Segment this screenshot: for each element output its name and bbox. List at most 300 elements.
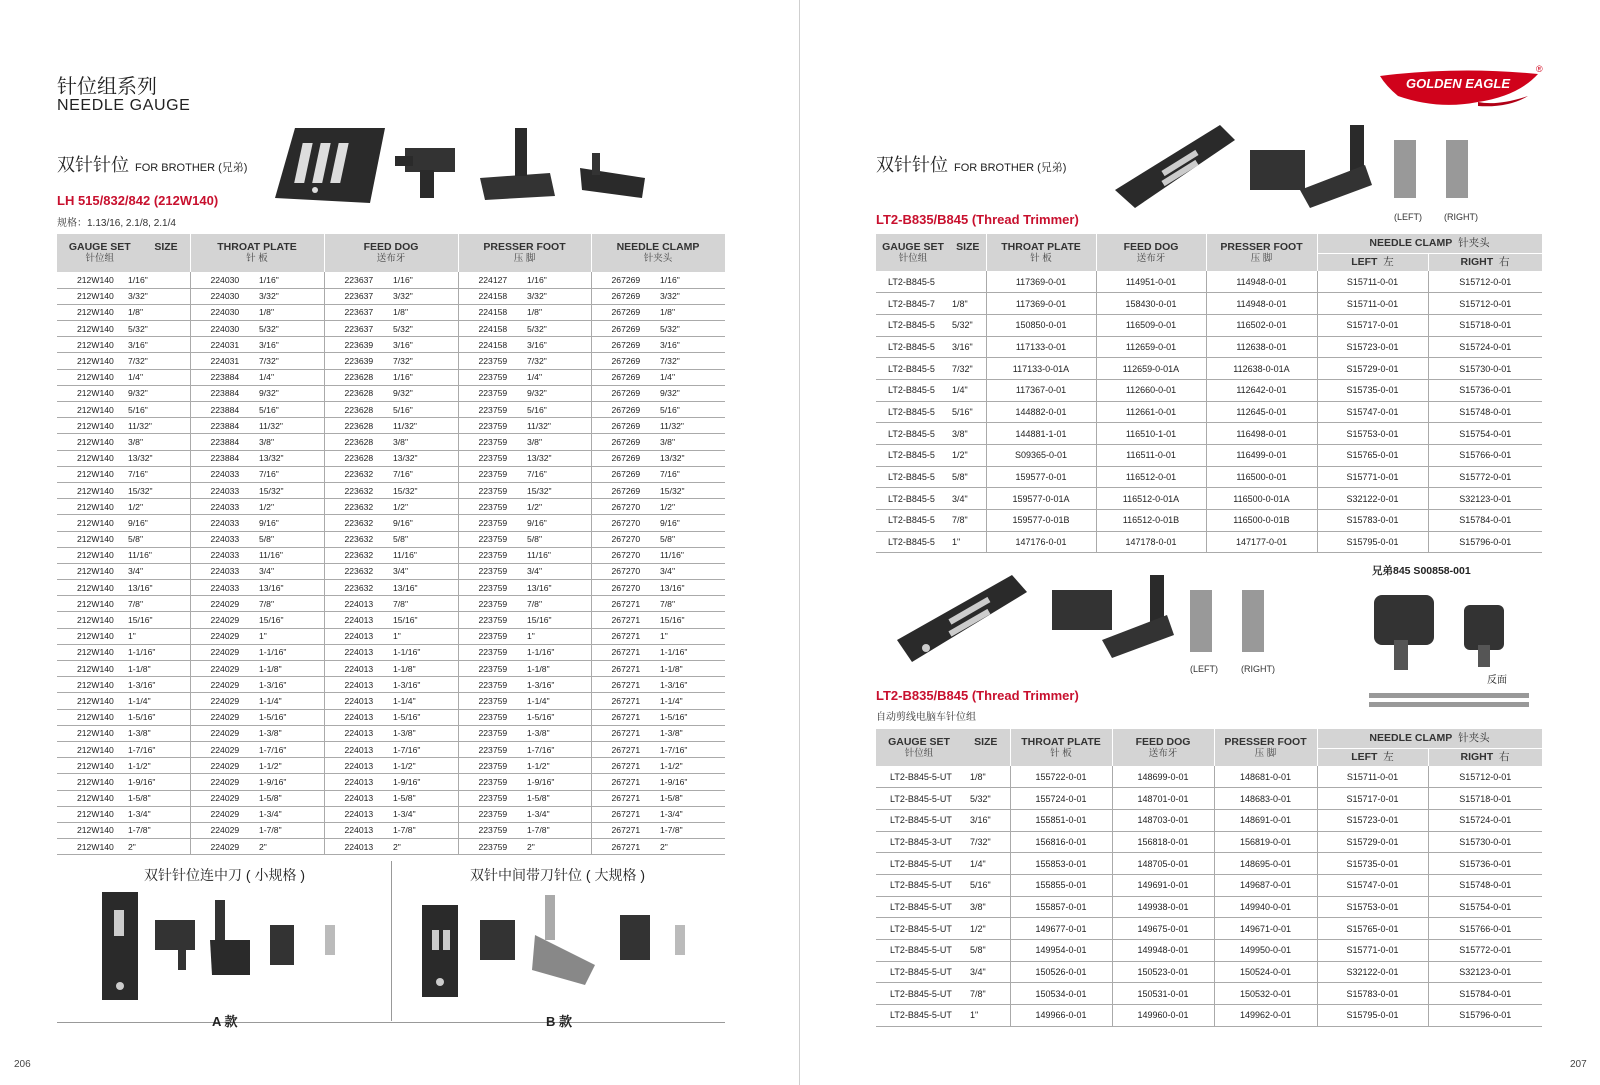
- size-cell: 9/32": [126, 385, 190, 401]
- table-row: [57, 385, 725, 401]
- presser-size-cell: 3/16": [525, 337, 591, 353]
- presser-foot-cell: 223759: [458, 774, 525, 790]
- right-model-1: LT2-B835/B845 (Thread Trimmer): [876, 212, 1079, 227]
- gauge-set-text: LT2-B845-5: [888, 341, 935, 352]
- size-text: 1": [970, 1010, 979, 1021]
- clamp-right-cell: S15736-0-01: [1428, 379, 1542, 401]
- gauge-set-cell: 212W140: [57, 741, 126, 757]
- throat-plate-cell: 224029: [190, 709, 257, 725]
- throat-plate-cell: 224029: [190, 596, 257, 612]
- size-cell: 1-7/8": [126, 822, 190, 838]
- needle-clamp-cell: 267269: [591, 482, 658, 498]
- col-throat-plate: THROAT PLATE 针 板: [190, 234, 324, 272]
- throat-plate-cell: 224029: [190, 661, 257, 677]
- gauge-set-text: LT2-B845-5-UT: [890, 858, 952, 869]
- clamp-size-cell: 13/16": [658, 580, 725, 596]
- feed-dog-cell: 223639: [324, 353, 391, 369]
- gauge-set-cell: 212W140: [57, 677, 126, 693]
- feed-size-cell: 1-7/16": [391, 741, 458, 757]
- gauge-size-cell: [876, 831, 1010, 853]
- presser-foot-cell: 223759: [458, 725, 525, 741]
- feed-size-cell: 1-7/8": [391, 822, 458, 838]
- table-row: [57, 725, 725, 741]
- presser-foot-cell: 148683-0-01: [1214, 788, 1317, 810]
- table-row: [876, 1005, 1542, 1027]
- presser-size-cell: 5/32": [525, 321, 591, 337]
- feed-dog-cell: 223637: [324, 304, 391, 320]
- needle-clamp-cell: 267269: [591, 337, 658, 353]
- presser-foot-cell: 223759: [458, 822, 525, 838]
- gauge-set-cell: 212W140: [57, 725, 126, 741]
- feed-dog-cell: 224013: [324, 790, 391, 806]
- presser-size-cell: 7/8": [525, 596, 591, 612]
- feed-dog-cell: 112660-0-01: [1096, 379, 1206, 401]
- feed-size-cell: 7/32": [391, 353, 458, 369]
- table-row: [876, 853, 1542, 875]
- gauge-set-cell: 212W140: [57, 434, 126, 450]
- clamp-right-cell: S15784-0-01: [1428, 983, 1542, 1005]
- feed-size-cell: 1-3/4": [391, 806, 458, 822]
- gauge-set-cell: 212W140: [57, 385, 126, 401]
- clamp-size-cell: 9/32": [658, 385, 725, 401]
- clamp-right-cell: S15736-0-01: [1428, 853, 1542, 875]
- table-row: [57, 547, 725, 563]
- throat-plate-cell: 224030: [190, 272, 257, 288]
- kit-b-photo: [420, 890, 700, 1005]
- clamp-size-cell: 15/16": [658, 612, 725, 628]
- presser-foot-cell: 223759: [458, 418, 525, 434]
- presser-foot-cell: 223759: [458, 450, 525, 466]
- presser-foot-cell: 150532-0-01: [1214, 983, 1317, 1005]
- gauge-set-cell: 212W140: [57, 418, 126, 434]
- col-gauge-size: GAUGE SET 针位组 SIZE: [57, 234, 190, 272]
- feed-dog-cell: 149675-0-01: [1112, 918, 1214, 940]
- feed-dog-cell: 224013: [324, 596, 391, 612]
- presser-size-cell: 11/16": [525, 547, 591, 563]
- presser-foot-cell: 112638-0-01A: [1206, 358, 1317, 380]
- feed-dog-cell: 116511-0-01: [1096, 445, 1206, 467]
- gauge-set-text: LT2-B845-5-UT: [890, 923, 952, 934]
- table-row: [57, 806, 725, 822]
- table-row: [57, 661, 725, 677]
- presser-foot-cell: 112645-0-01: [1206, 401, 1317, 423]
- throat-plate-cell: 155855-0-01: [1010, 874, 1112, 896]
- clamp-left-cell: S15765-0-01: [1317, 445, 1428, 467]
- presser-foot-cell: 149671-0-01: [1214, 918, 1317, 940]
- clamp-right-cell: S15784-0-01: [1428, 510, 1542, 532]
- gauge-set-text: LT2-B845-7: [888, 298, 935, 309]
- throat-plate-cell: 144882-0-01: [986, 401, 1096, 423]
- right-table-1: [876, 234, 1543, 553]
- size-text: 3/16": [970, 815, 991, 826]
- clamp-right-cell: S15754-0-01: [1428, 423, 1542, 445]
- clamp-left-cell: S15771-0-01: [1317, 940, 1428, 962]
- clamp-size-cell: 5/16": [658, 402, 725, 418]
- clamp-left-cell: S15753-0-01: [1317, 896, 1428, 918]
- gauge-size-cell: [876, 336, 986, 358]
- feed-size-cell: 9/16": [391, 515, 458, 531]
- size-cell: 5/16": [126, 402, 190, 418]
- throat-plate-cell: 224033: [190, 499, 257, 515]
- throat-plate-cell: 224029: [190, 693, 257, 709]
- table-row: [876, 401, 1542, 423]
- size-text: 1/4": [970, 858, 986, 869]
- clamp-size-cell: 11/32": [658, 418, 725, 434]
- presser-foot-cell: 223759: [458, 612, 525, 628]
- clamp-right-cell: S15754-0-01: [1428, 896, 1542, 918]
- clamp-size-cell: 11/16": [658, 547, 725, 563]
- clamp-size-cell: 1-3/4": [658, 806, 725, 822]
- caption-small-gauge: 双针针位连中刀 ( 小规格 ): [144, 867, 305, 883]
- gauge-set-cell: 212W140: [57, 612, 126, 628]
- table-row: [57, 790, 725, 806]
- gauge-set-text: LT2-B845-5-UT: [890, 1010, 952, 1021]
- presser-size-cell: 1-1/16": [525, 644, 591, 660]
- presser-foot-cell: 148681-0-01: [1214, 766, 1317, 788]
- gauge-set-text: LT2-B845-5: [888, 450, 935, 461]
- gauge-set-cell: 212W140: [57, 547, 126, 563]
- size-cell: 1-1/2": [126, 758, 190, 774]
- clamp-left-cell: S15783-0-01: [1317, 510, 1428, 532]
- size-text: 3/4": [952, 493, 968, 504]
- col-gauge-size: GAUGE SET 针位组 SIZE: [876, 729, 1010, 766]
- throat-plate-cell: 223884: [190, 418, 257, 434]
- throat-plate-cell: 155851-0-01: [1010, 809, 1112, 831]
- feed-size-cell: 1-1/16": [391, 644, 458, 660]
- clamp-right-cell: S15796-0-01: [1428, 531, 1542, 553]
- clamp-right-cell: S15766-0-01: [1428, 918, 1542, 940]
- throat-plate-cell: 224031: [190, 353, 257, 369]
- feed-dog-cell: 224013: [324, 725, 391, 741]
- presser-size-cell: 3/32": [525, 288, 591, 304]
- feed-dog-cell: 223628: [324, 450, 391, 466]
- gauge-set-cell: 212W140: [57, 402, 126, 418]
- gauge-set-cell: 212W140: [57, 596, 126, 612]
- feed-size-cell: 5/16": [391, 402, 458, 418]
- presser-size-cell: 11/32": [525, 418, 591, 434]
- presser-size-cell: 3/4": [525, 563, 591, 579]
- table-row: [876, 983, 1542, 1005]
- feed-dog-cell: 116512-0-01A: [1096, 488, 1206, 510]
- needle-clamp-cell: 267271: [591, 790, 658, 806]
- clamp-left-cell: S15795-0-01: [1317, 1005, 1428, 1027]
- clamp-right-cell: S15772-0-01: [1428, 940, 1542, 962]
- presser-foot-cell: 223759: [458, 628, 525, 644]
- gauge-size-cell: [876, 271, 986, 293]
- gauge-set-text: LT2-B845-5: [888, 472, 935, 483]
- presser-size-cell: 1-5/8": [525, 790, 591, 806]
- gauge-size-cell: [876, 788, 1010, 810]
- table-row: [57, 499, 725, 515]
- table-row: [876, 488, 1542, 510]
- throat-plate-cell: 155857-0-01: [1010, 896, 1112, 918]
- throat-plate-cell: S09365-0-01: [986, 445, 1096, 467]
- table-row: [876, 531, 1542, 553]
- gauge-set-text: LT2-B845-5: [888, 493, 935, 504]
- size-cell: 5/32": [126, 321, 190, 337]
- table-row: [57, 434, 725, 450]
- table-row: [57, 288, 725, 304]
- gauge-size-cell: [876, 809, 1010, 831]
- col-left: LEFT 左: [1317, 253, 1428, 271]
- presser-size-cell: 1-7/16": [525, 741, 591, 757]
- feed-size-cell: 1/16": [391, 369, 458, 385]
- table-row: [57, 612, 725, 628]
- clamp-left-cell: S15711-0-01: [1317, 293, 1428, 315]
- size-cell: 13/16": [126, 580, 190, 596]
- feed-dog-cell: 223637: [324, 288, 391, 304]
- needle-clamp-cell: 267271: [591, 822, 658, 838]
- clamp-size-cell: 3/4": [658, 563, 725, 579]
- feed-dog-cell: 223632: [324, 547, 391, 563]
- clamp-left-cell: S15747-0-01: [1317, 874, 1428, 896]
- needle-clamp-cell: 267269: [591, 288, 658, 304]
- gauge-set-cell: 212W140: [57, 790, 126, 806]
- gauge-size-cell: [876, 918, 1010, 940]
- size-text: 7/8": [952, 515, 968, 526]
- feed-dog-cell: 148703-0-01: [1112, 809, 1214, 831]
- feed-dog-cell: 223632: [324, 482, 391, 498]
- presser-size-cell: 15/16": [525, 612, 591, 628]
- clamp-size-cell: 9/16": [658, 515, 725, 531]
- size-cell: 1-5/8": [126, 790, 190, 806]
- feed-dog-cell: 149938-0-01: [1112, 896, 1214, 918]
- clamp-left-cell: S15729-0-01: [1317, 831, 1428, 853]
- presser-size-cell: 1/4": [525, 369, 591, 385]
- throat-size-cell: 9/16": [257, 515, 324, 531]
- clamp-size-cell: 13/32": [658, 450, 725, 466]
- feed-dog-cell: 112659-0-01A: [1096, 358, 1206, 380]
- feed-size-cell: 3/8": [391, 434, 458, 450]
- gauge-set-cell: 212W140: [57, 482, 126, 498]
- right-label-1: (RIGHT): [1444, 212, 1478, 222]
- table-row: [57, 515, 725, 531]
- clamp-left-cell: S15783-0-01: [1317, 983, 1428, 1005]
- throat-size-cell: 11/32": [257, 418, 324, 434]
- throat-plate-cell: 159577-0-01B: [986, 510, 1096, 532]
- presser-size-cell: 5/16": [525, 402, 591, 418]
- feed-size-cell: 5/8": [391, 531, 458, 547]
- gauge-set-cell: 212W140: [57, 499, 126, 515]
- throat-plate-cell: 224029: [190, 741, 257, 757]
- gauge-set-cell: 212W140: [57, 450, 126, 466]
- gauge-set-cell: 212W140: [57, 758, 126, 774]
- throat-plate-cell: 224029: [190, 806, 257, 822]
- right-parts-photo-1: [1110, 120, 1490, 220]
- throat-plate-cell: 223884: [190, 402, 257, 418]
- feed-dog-cell: 116512-0-01B: [1096, 510, 1206, 532]
- clamp-size-cell: 1-1/16": [658, 644, 725, 660]
- throat-plate-cell: 150526-0-01: [1010, 961, 1112, 983]
- needle-clamp-cell: 267269: [591, 272, 658, 288]
- presser-size-cell: 7/16": [525, 466, 591, 482]
- clamp-size-cell: 7/8": [658, 596, 725, 612]
- gauge-size-cell: [876, 510, 986, 532]
- needle-clamp-cell: 267269: [591, 434, 658, 450]
- throat-size-cell: 3/8": [257, 434, 324, 450]
- presser-foot-cell: 149687-0-01: [1214, 874, 1317, 896]
- table-row: [57, 677, 725, 693]
- gauge-set-text: LT2-B845-5-UT: [890, 967, 952, 978]
- feed-dog-cell: 223639: [324, 337, 391, 353]
- size-text: 5/16": [952, 406, 973, 417]
- size-cell: 3/8": [126, 434, 190, 450]
- presser-foot-cell: 224158: [458, 288, 525, 304]
- feed-size-cell: 1-9/16": [391, 774, 458, 790]
- gauge-size-cell: [876, 983, 1010, 1005]
- presser-size-cell: 1/8": [525, 304, 591, 320]
- throat-plate-cell: 223884: [190, 369, 257, 385]
- size-cell: 1-7/16": [126, 741, 190, 757]
- gauge-set-cell: 212W140: [57, 369, 126, 385]
- col-presser-foot: PRESSER FOOT 压 脚: [1214, 729, 1317, 766]
- presser-foot-cell: 223759: [458, 531, 525, 547]
- table-row: [876, 271, 1542, 293]
- throat-plate-cell: 224029: [190, 725, 257, 741]
- throat-size-cell: 5/16": [257, 402, 324, 418]
- throat-plate-cell: 224029: [190, 774, 257, 790]
- col-left: LEFT 左: [1317, 748, 1428, 766]
- table-row: [57, 563, 725, 579]
- clamp-right-cell: S15712-0-01: [1428, 271, 1542, 293]
- needle-clamp-cell: 267271: [591, 661, 658, 677]
- throat-plate-cell: 224033: [190, 466, 257, 482]
- table-row: [57, 839, 725, 855]
- throat-size-cell: 15/16": [257, 612, 324, 628]
- gauge-size-cell: [876, 401, 986, 423]
- clamp-right-cell: S32123-0-01: [1428, 488, 1542, 510]
- throat-plate-cell: 147176-0-01: [986, 531, 1096, 553]
- feed-dog-cell: 149691-0-01: [1112, 874, 1214, 896]
- clamp-size-cell: 1-1/2": [658, 758, 725, 774]
- size-cell: 9/16": [126, 515, 190, 531]
- feed-size-cell: 13/32": [391, 450, 458, 466]
- presser-size-cell: 1": [525, 628, 591, 644]
- feed-size-cell: 11/32": [391, 418, 458, 434]
- throat-size-cell: 1-3/4": [257, 806, 324, 822]
- clamp-size-cell: 1-9/16": [658, 774, 725, 790]
- table-row: [57, 774, 725, 790]
- needle-clamp-cell: 267271: [591, 741, 658, 757]
- needle-clamp-cell: 267271: [591, 677, 658, 693]
- gauge-set-text: LT2-B845-5-UT: [890, 901, 952, 912]
- gauge-set-text: LT2-B845-5: [888, 537, 935, 548]
- clamp-right-cell: S15796-0-01: [1428, 1005, 1542, 1027]
- size-text: 3/16": [952, 341, 973, 352]
- table-row: [57, 693, 725, 709]
- presser-foot-cell: 223759: [458, 790, 525, 806]
- size-cell: 15/32": [126, 482, 190, 498]
- throat-size-cell: 3/4": [257, 563, 324, 579]
- table-row: [876, 940, 1542, 962]
- size-cell: 11/16": [126, 547, 190, 563]
- feed-size-cell: 5/32": [391, 321, 458, 337]
- gauge-size-cell: [876, 445, 986, 467]
- table-row: [876, 336, 1542, 358]
- needle-clamp-cell: 267271: [591, 612, 658, 628]
- size-cell: 1-1/8": [126, 661, 190, 677]
- throat-plate-cell: 155853-0-01: [1010, 853, 1112, 875]
- table-row: [876, 918, 1542, 940]
- col-feed-dog: FEED DOG 送布牙: [324, 234, 458, 272]
- throat-size-cell: 5/8": [257, 531, 324, 547]
- presser-foot-image: [480, 128, 555, 200]
- presser-size-cell: 13/32": [525, 450, 591, 466]
- table-row: [876, 510, 1542, 532]
- feed-dog-cell: 150531-0-01: [1112, 983, 1214, 1005]
- size-cell: 1-3/4": [126, 806, 190, 822]
- presser-foot-cell: 114948-0-01: [1206, 271, 1317, 293]
- feed-size-cell: 3/4": [391, 563, 458, 579]
- clamp-size-cell: 7/32": [658, 353, 725, 369]
- clamp-left-cell: S15723-0-01: [1317, 336, 1428, 358]
- throat-plate-cell: 223884: [190, 450, 257, 466]
- size-text: 5/16": [970, 880, 991, 891]
- clamp-right-cell: S15772-0-01: [1428, 466, 1542, 488]
- size-cell: 11/32": [126, 418, 190, 434]
- throat-plate-cell: 156816-0-01: [1010, 831, 1112, 853]
- gauge-set-text: LT2-B845-5: [888, 276, 935, 287]
- table-row: [57, 758, 725, 774]
- feed-dog-cell: 224013: [324, 644, 391, 660]
- size-cell: 5/8": [126, 531, 190, 547]
- size-text: 1/4": [952, 385, 968, 396]
- size-cell: 7/16": [126, 466, 190, 482]
- presser-foot-cell: 150524-0-01: [1214, 961, 1317, 983]
- clamp-size-cell: 1-1/4": [658, 693, 725, 709]
- throat-plate-cell: 149677-0-01: [1010, 918, 1112, 940]
- col-right: RIGHT 右: [1428, 253, 1542, 271]
- throat-plate-cell: 224029: [190, 628, 257, 644]
- clamp-left-cell: S15717-0-01: [1317, 314, 1428, 336]
- presser-size-cell: 3/8": [525, 434, 591, 450]
- size-cell: 1-1/4": [126, 693, 190, 709]
- clamp-right-cell: S15718-0-01: [1428, 788, 1542, 810]
- throat-size-cell: 7/32": [257, 353, 324, 369]
- feed-dog-cell: 149948-0-01: [1112, 940, 1214, 962]
- col-throat-plate: THROAT PLATE 针 板: [1010, 729, 1112, 766]
- feed-dog-cell: 156818-0-01: [1112, 831, 1214, 853]
- gauge-size-cell: [876, 853, 1010, 875]
- gauge-set-cell: 212W140: [57, 580, 126, 596]
- gauge-size-cell: [876, 466, 986, 488]
- feed-size-cell: 1-5/16": [391, 709, 458, 725]
- feed-dog-cell: 224013: [324, 628, 391, 644]
- feed-size-cell: 3/32": [391, 288, 458, 304]
- gauge-set-cell: 212W140: [57, 563, 126, 579]
- feed-size-cell: 1-1/4": [391, 693, 458, 709]
- presser-foot-cell: 223759: [458, 563, 525, 579]
- needle-clamp-cell: 267269: [591, 385, 658, 401]
- needle-clamp-cell: 267269: [591, 321, 658, 337]
- needle-clamp-cell: 267271: [591, 758, 658, 774]
- clamp-left-cell: S15723-0-01: [1317, 809, 1428, 831]
- presser-foot-cell: 116500-0-01A: [1206, 488, 1317, 510]
- clamp-left-cell: S15765-0-01: [1317, 918, 1428, 940]
- presser-size-cell: 1/2": [525, 499, 591, 515]
- needle-clamp-cell: 267270: [591, 515, 658, 531]
- left-label-1: (LEFT): [1394, 212, 1422, 222]
- feed-dog-cell: 223632: [324, 531, 391, 547]
- clamp-right-cell: S15712-0-01: [1428, 766, 1542, 788]
- gauge-set-text: LT2-B845-5: [888, 363, 935, 374]
- size-text: 1": [952, 537, 961, 548]
- throat-size-cell: 1-3/16": [257, 677, 324, 693]
- gauge-set-text: LT2-B845-5-UT: [890, 815, 952, 826]
- presser-size-cell: 1-3/8": [525, 725, 591, 741]
- feed-size-cell: 13/16": [391, 580, 458, 596]
- throat-size-cell: 13/32": [257, 450, 324, 466]
